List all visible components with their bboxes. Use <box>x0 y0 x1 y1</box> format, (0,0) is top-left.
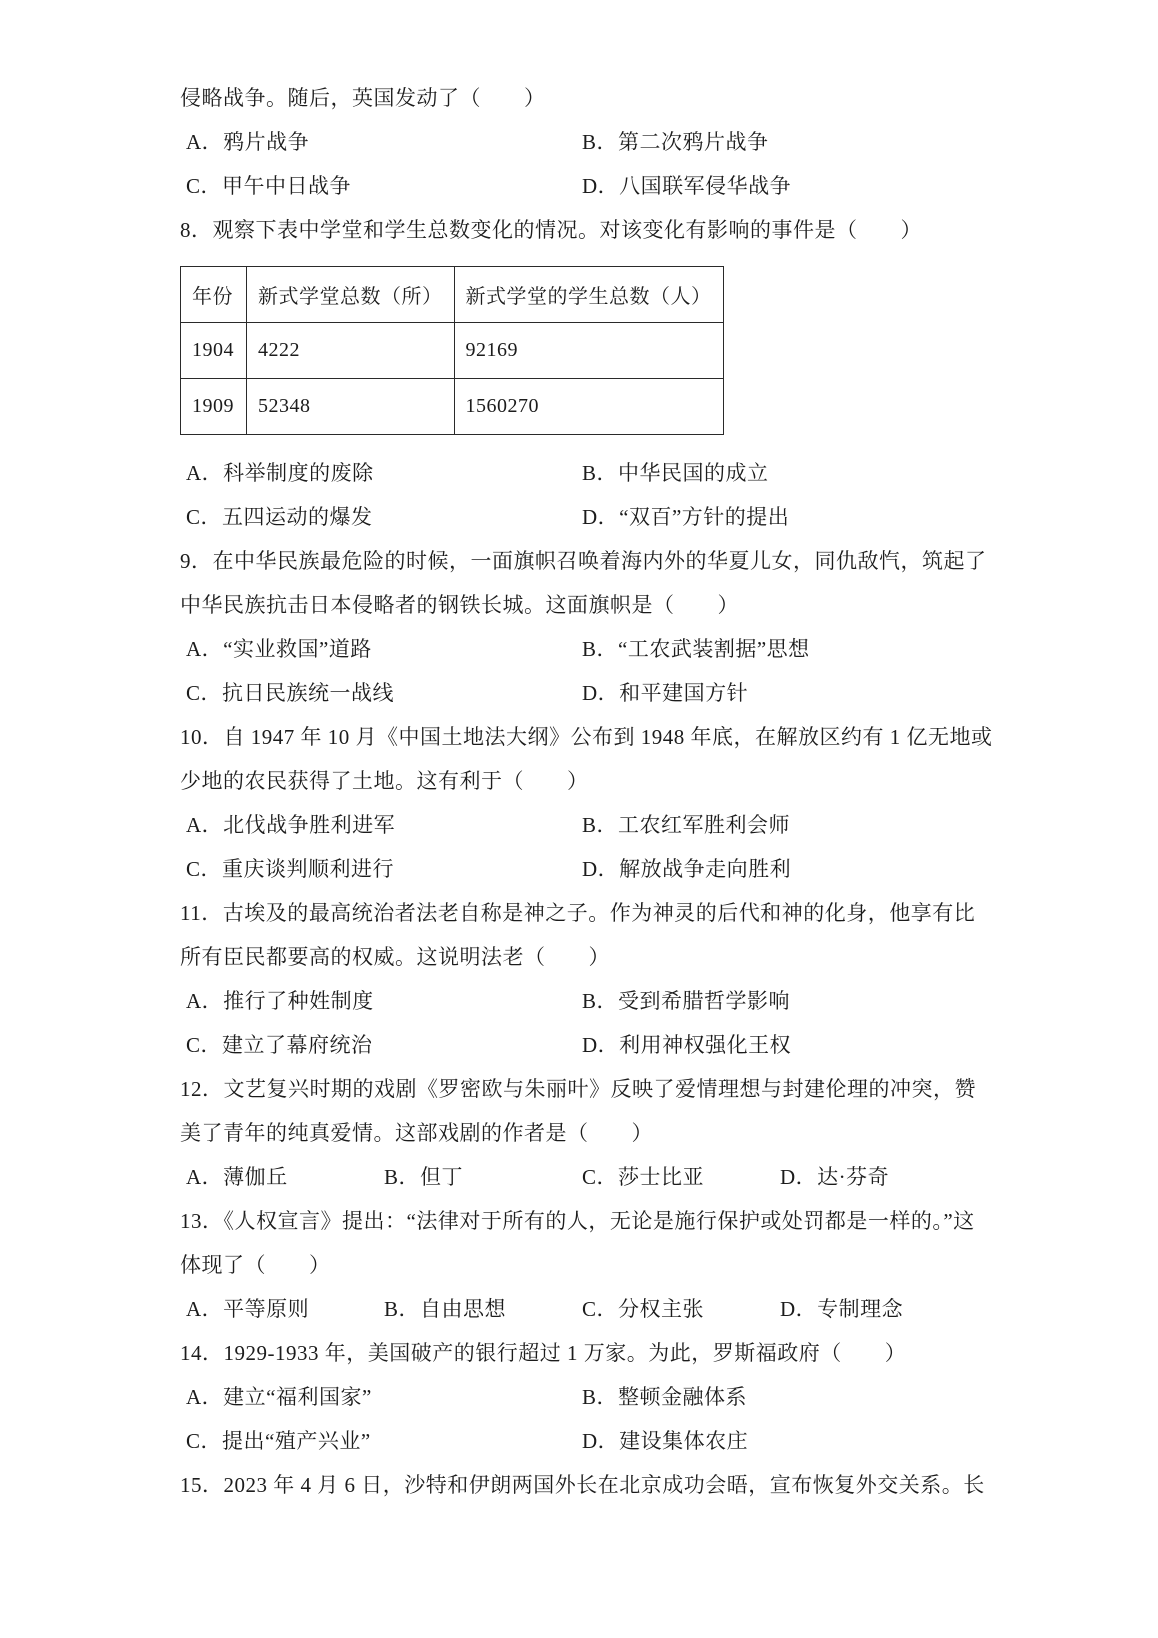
question-stem-line: 10．自 1947 年 10 月《中国土地法大纲》公布到 1948 年底，在解放区约有 1 亿无地或 <box>180 725 993 749</box>
option-row <box>180 847 978 891</box>
option-d: D．八国联军侵华战争 <box>582 174 792 198</box>
option-b: B．第二次鸦片战争 <box>582 130 769 154</box>
option-c: C．抗日民族统一战线 <box>186 681 395 705</box>
option-c: C．提出“殖产兴业” <box>186 1429 371 1453</box>
option-a: A．薄伽丘 <box>186 1165 288 1189</box>
question-stem-line: 9．在中华民族最危险的时候，一面旗帜召唤着海内外的华夏儿女，同仇敌忾，筑起了 <box>180 549 987 573</box>
table-cell: 1909 <box>181 379 247 435</box>
option-c: C．重庆谈判顺利进行 <box>186 857 395 881</box>
question-stem-line: 8．观察下表中学堂和学生总数变化的情况。对该变化有影响的事件是（ ） <box>180 218 922 242</box>
table-row <box>181 323 724 379</box>
table-cell: 52348 <box>247 379 455 435</box>
question-stem-line: 所有臣民都要高的权威。这说明法老（ ） <box>180 945 610 969</box>
table-cell: 4222 <box>247 323 455 379</box>
option-row <box>180 1023 978 1067</box>
option-row <box>180 495 978 539</box>
option-row <box>180 627 978 671</box>
question-block-7 <box>180 76 978 208</box>
question-block-12 <box>180 1067 978 1199</box>
option-row <box>180 164 978 208</box>
option-c: C．五四运动的爆发 <box>186 505 373 529</box>
table-row <box>181 379 724 435</box>
question-stem-line: 美了青年的纯真爱情。这部戏剧的作者是（ ） <box>180 1121 653 1145</box>
question-block-15 <box>180 1463 985 1507</box>
question-stem-line: 13．《人权宣言》提出：“法律对于所有的人，无论是施行保护或处罚都是一样的。”这 <box>180 1209 975 1233</box>
option-a: A．建立“福利国家” <box>186 1385 372 1409</box>
option-a: A．平等原则 <box>186 1297 310 1321</box>
school-statistics-table <box>180 266 724 435</box>
table-cell: 92169 <box>454 323 723 379</box>
table-header-cell: 新式学堂总数（所） <box>247 267 455 323</box>
table-cell: 1560270 <box>454 379 723 435</box>
option-b: B．但丁 <box>384 1165 464 1189</box>
question-stem-line: 14．1929-1933 年，美国破产的银行超过 1 万家。为此，罗斯福政府（ ） <box>180 1341 907 1365</box>
table-header-row <box>181 267 724 323</box>
option-d: D．“双百”方针的提出 <box>582 505 790 529</box>
option-row <box>180 1287 978 1331</box>
option-d: D．达·芬奇 <box>780 1165 890 1189</box>
question-stem-line: 侵略战争。随后，英国发动了（ ） <box>180 86 546 110</box>
option-d: D．和平建国方针 <box>582 681 749 705</box>
option-b: B．自由思想 <box>384 1297 507 1321</box>
question-block-8 <box>180 208 978 539</box>
option-row <box>180 120 978 164</box>
option-row <box>180 803 978 847</box>
option-b: B．中华民国的成立 <box>582 461 769 485</box>
option-b: B．整顿金融体系 <box>582 1385 748 1409</box>
option-row <box>180 1419 978 1463</box>
option-c: C．分权主张 <box>582 1297 705 1321</box>
option-row <box>180 451 978 495</box>
option-b: B．受到希腊哲学影响 <box>582 989 791 1013</box>
option-row <box>180 1375 978 1419</box>
option-row <box>180 979 978 1023</box>
option-a: A．鸦片战争 <box>186 130 310 154</box>
option-d: D．建设集体农庄 <box>582 1429 749 1453</box>
table-header-cell: 年份 <box>181 267 247 323</box>
question-block-10 <box>180 715 993 891</box>
option-row <box>180 1155 978 1199</box>
question-stem-line: 12．文艺复兴时期的戏剧《罗密欧与朱丽叶》反映了爱情理想与封建伦理的冲突，赞 <box>180 1077 976 1101</box>
question-stem-line: 15．2023 年 4 月 6 日，沙特和伊朗两国外长在北京成功会晤，宣布恢复外交关系。长 <box>180 1473 985 1497</box>
option-c: C．甲午中日战争 <box>186 174 352 198</box>
option-a: A．北伐战争胜利进军 <box>186 813 396 837</box>
option-b: B．“工农武装割据”思想 <box>582 637 810 661</box>
question-block-13 <box>180 1199 978 1331</box>
table-cell: 1904 <box>181 323 247 379</box>
table-header-cell: 新式学堂的学生总数（人） <box>454 267 723 323</box>
option-row <box>180 671 978 715</box>
option-d: D．利用神权强化王权 <box>582 1033 792 1057</box>
question-block-9 <box>180 539 987 715</box>
question-stem-line: 11．古埃及的最高统治者法老自称是神之子。作为神灵的后代和神的化身，他享有比 <box>180 901 976 925</box>
option-d: D．专制理念 <box>780 1297 904 1321</box>
option-a: A．“实业救国”道路 <box>186 637 372 661</box>
option-a: A．推行了种姓制度 <box>186 989 374 1013</box>
question-stem-line: 中华民族抗击日本侵略者的钢铁长城。这面旗帜是（ ） <box>180 593 739 617</box>
option-a: A．科举制度的废除 <box>186 461 374 485</box>
option-c: C．建立了幕府统治 <box>186 1033 373 1057</box>
question-block-11 <box>180 891 978 1067</box>
option-c: C．莎士比亚 <box>582 1165 705 1189</box>
question-stem-line: 少地的农民获得了土地。这有利于（ ） <box>180 769 589 793</box>
question-stem-line: 体现了（ ） <box>180 1253 331 1277</box>
option-b: B．工农红军胜利会师 <box>582 813 791 837</box>
option-d: D．解放战争走向胜利 <box>582 857 792 881</box>
question-block-14 <box>180 1331 978 1463</box>
